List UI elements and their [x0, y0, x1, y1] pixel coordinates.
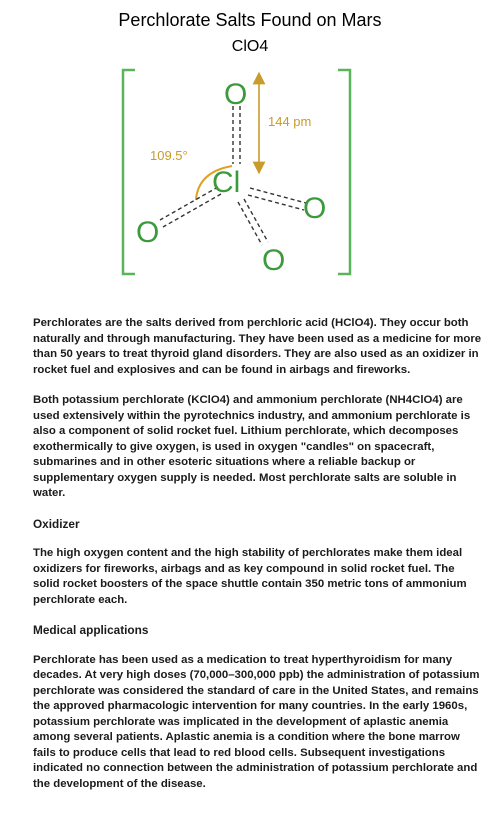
medical-heading: Medical applications	[33, 623, 149, 637]
bond-top	[233, 106, 240, 164]
bond-right	[248, 188, 306, 210]
perchlorate-structure-diagram	[0, 60, 500, 290]
intro-paragraph: Perchlorates are the salts derived from perchloric acid (HClO4). They occur both naturally and through manufacturing. They have been used as a medicine for more than 50 years to treat thyroid gland disorders. They are also used as an oxidizer in rocket fuel and explosives and can be found in airbags and fireworks.	[33, 317, 482, 376]
bond-bottom	[238, 199, 268, 245]
oxygen-atom-bottom: O	[262, 244, 286, 277]
page-title: Perchlorate Salts Found on Mars	[118, 10, 382, 30]
oxygen-atom-right: O	[303, 192, 327, 225]
right-bracket	[338, 70, 350, 274]
chlorine-atom: Cl	[212, 166, 241, 199]
oxidizer-paragraph: The high oxygen content and the high stability of perchlorates make them ideal oxidizers for fireworks, airbags and as key compound in solid rocket fuel. The solid rocket boosters of the space shuttle contain 350 metric tons of ammonium perchlorate each.	[33, 547, 467, 606]
salts-paragraph: Both potassium perchlorate (KClO4) and ammonium perchlorate (NH4ClO4) are used extensively within the pyrotechnics industry, and ammonium perchlorate is also a component of solid rocket fuel. Lithium perchlorate, which decomposes exothermically to give oxygen, is used in oxygen "candles" on spacecraft, submarines and in other esoteric situations where a reliable backup or supplementary oxygen supply is needed. Most perchlorate salts are soluble in water.	[33, 394, 471, 499]
bond-angle-label: 109.5°	[150, 148, 188, 163]
left-bracket	[123, 70, 135, 274]
formula-subtitle: ClO4	[231, 38, 269, 55]
oxygen-atom-top: O	[224, 78, 248, 111]
oxygen-atom-left: O	[136, 216, 160, 249]
bond-length-label: 144 pm	[268, 114, 312, 129]
oxidizer-heading: Oxidizer	[33, 516, 80, 531]
article-body	[33, 316, 483, 807]
medical-paragraph: Perchlorate has been used as a medication to treat hyperthyroidism for many decades. At very high doses (70,000–300,000 ppb) the administration of potassium perchlorate was considered the standard of care in the United States, and remains the approved pharmacologic intervention for many countries. In the early 1960s, potassium perchlorate was implicated in the development of aplastic anemia among several patients. Aplastic anemia is a condition where the bone marrow fails to produce cells that lead to red blood cells. Subsequent investigations indicated no connection between the administration of potassium perchlorate and the development of the disease.	[33, 653, 480, 790]
